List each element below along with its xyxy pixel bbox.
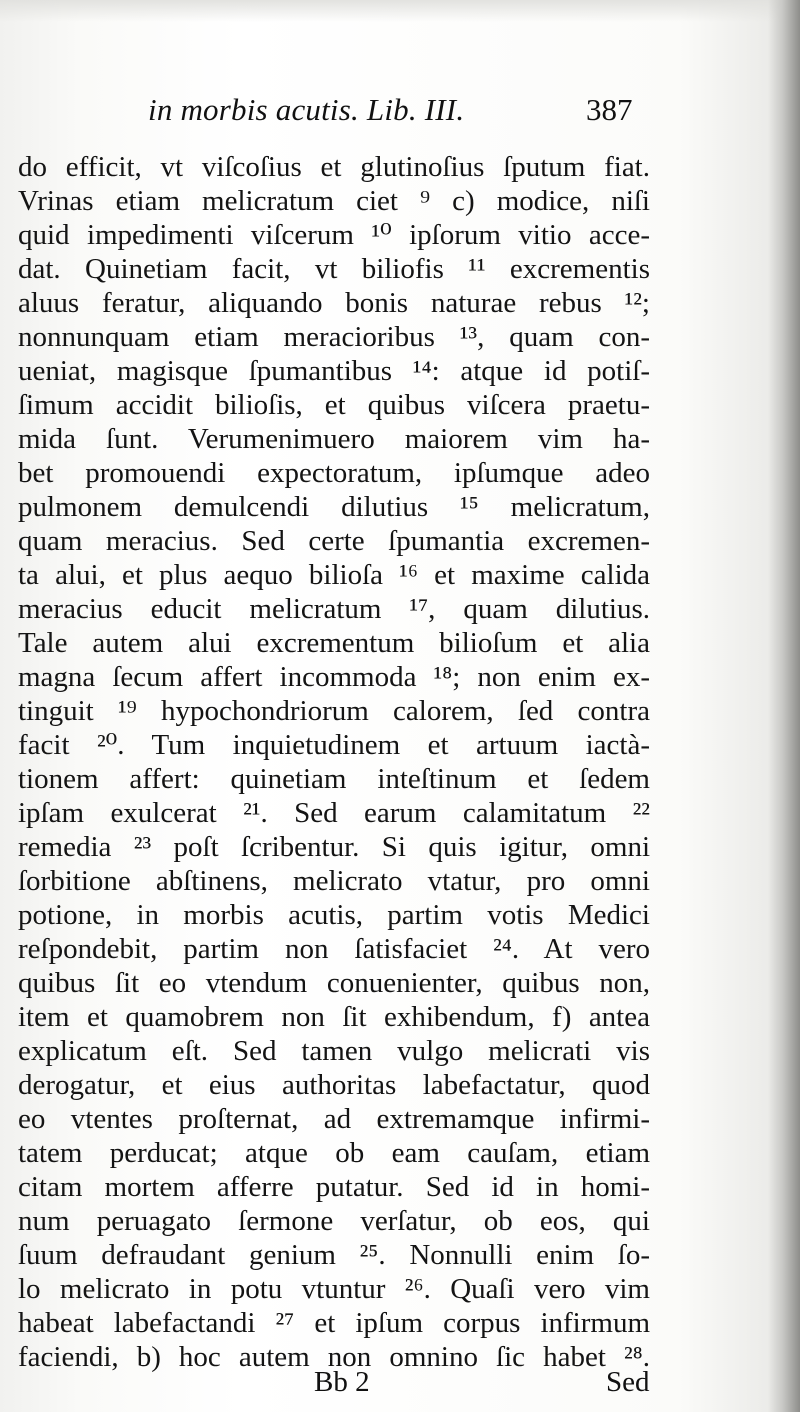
text-line: quibus ſit eo vtendum conuenienter, quibus non, bbox=[18, 967, 650, 999]
text-line: ipſam exulcerat ²¹. Sed earum calamitatum ²² bbox=[18, 797, 650, 829]
text-line: remedia ²³ poſt ſcribentur. Si quis igitur, omni bbox=[18, 831, 650, 863]
text-line: ſuum defraudant genium ²⁵. Nonnulli enim ſo- bbox=[18, 1239, 650, 1271]
page-top-shadow bbox=[0, 0, 800, 22]
text-line: Tale autem alui excrementum bilioſum et alia bbox=[18, 627, 650, 659]
text-line: ueniat, magisque ſpumantibus ¹⁴: atque id potiſ- bbox=[18, 355, 650, 387]
text-line: ſimum accidit bilioſis, et quibus viſcera praetu- bbox=[18, 389, 650, 421]
text-line: explicatum eſt. Sed tamen vulgo melicrati vis bbox=[18, 1035, 650, 1067]
catchword: Sed bbox=[606, 1366, 650, 1398]
text-line: lo melicrato in potu vtuntur ²⁶. Quaſi vero vim bbox=[18, 1273, 650, 1305]
text-line: potione, in morbis acutis, partim votis Medici bbox=[18, 899, 650, 931]
text-line: citam mortem afferre putatur. Sed id in homi- bbox=[18, 1171, 650, 1203]
page-number: 387 bbox=[586, 92, 633, 127]
text-line: mida ſunt. Verumenimuero maiorem vim ha- bbox=[18, 423, 650, 455]
text-line: tionem affert: quinetiam inteſtinum et ſedem bbox=[18, 763, 650, 795]
text-line: quam meracius. Sed certe ſpumantia excremen- bbox=[18, 525, 650, 557]
text-line: Vrinas etiam melicratum ciet ⁹ c) modice, niſi bbox=[18, 185, 650, 217]
text-line: nonnunquam etiam meracioribus ¹³, quam con- bbox=[18, 321, 650, 353]
page-edge-shadow bbox=[768, 0, 800, 1412]
text-line: ſorbitione abſtinens, melicrato vtatur, pro omni bbox=[18, 865, 650, 897]
text-line: aluus feratur, aliquando bonis naturae rebus ¹²; bbox=[18, 287, 650, 319]
text-line: meracius educit melicratum ¹⁷, quam dilutius. bbox=[18, 593, 650, 625]
text-line: tinguit ¹⁹ hypochondriorum calorem, ſed contra bbox=[18, 695, 650, 727]
text-line: pulmonem demulcendi dilutius ¹⁵ melicratum, bbox=[18, 491, 650, 523]
signature-mark: Bb 2 bbox=[314, 1366, 370, 1398]
text-line: do efficit, vt viſcoſius et glutinoſius ſputum fiat. bbox=[18, 151, 650, 183]
text-line: magna ſecum affert incommoda ¹⁸; non enim ex- bbox=[18, 661, 650, 693]
text-line: facit ²⁰. Tum inquietudinem et artuum iactà- bbox=[18, 729, 650, 761]
text-line: tatem perducat; atque ob eam cauſam, etiam bbox=[18, 1137, 650, 1169]
text-line: item et quamobrem non ſit exhibendum, f) antea bbox=[18, 1001, 650, 1033]
text-line: derogatur, et eius authoritas labefactatur, quod bbox=[18, 1069, 650, 1101]
text-line: reſpondebit, partim non ſatisfaciet ²⁴. At vero bbox=[18, 933, 650, 965]
text-line: bet promouendi expectoratum, ipſumque adeo bbox=[18, 457, 650, 489]
text-line: eo vtentes proſternat, ad extremamque infirmi- bbox=[18, 1103, 650, 1135]
text-line: num peruagato ſermone verſatur, ob eos, qui bbox=[18, 1205, 650, 1237]
text-line: habeat labefactandi ²⁷ et ipſum corpus infirmum bbox=[18, 1307, 650, 1339]
body-text bbox=[18, 150, 650, 1374]
text-line: quid impedimenti viſcerum ¹⁰ ipſorum vitio acce- bbox=[18, 219, 650, 251]
running-title: in morbis acutis. Lib. III. bbox=[148, 92, 465, 127]
text-line: dat. Quinetiam facit, vt biliofis ¹¹ excrementis bbox=[18, 253, 650, 285]
text-line: faciendi, b) hoc autem non omnino ſic habet ²⁸. bbox=[18, 1341, 650, 1373]
text-line: ta alui, et plus aequo bilioſa ¹⁶ et maxime calida bbox=[18, 559, 650, 591]
